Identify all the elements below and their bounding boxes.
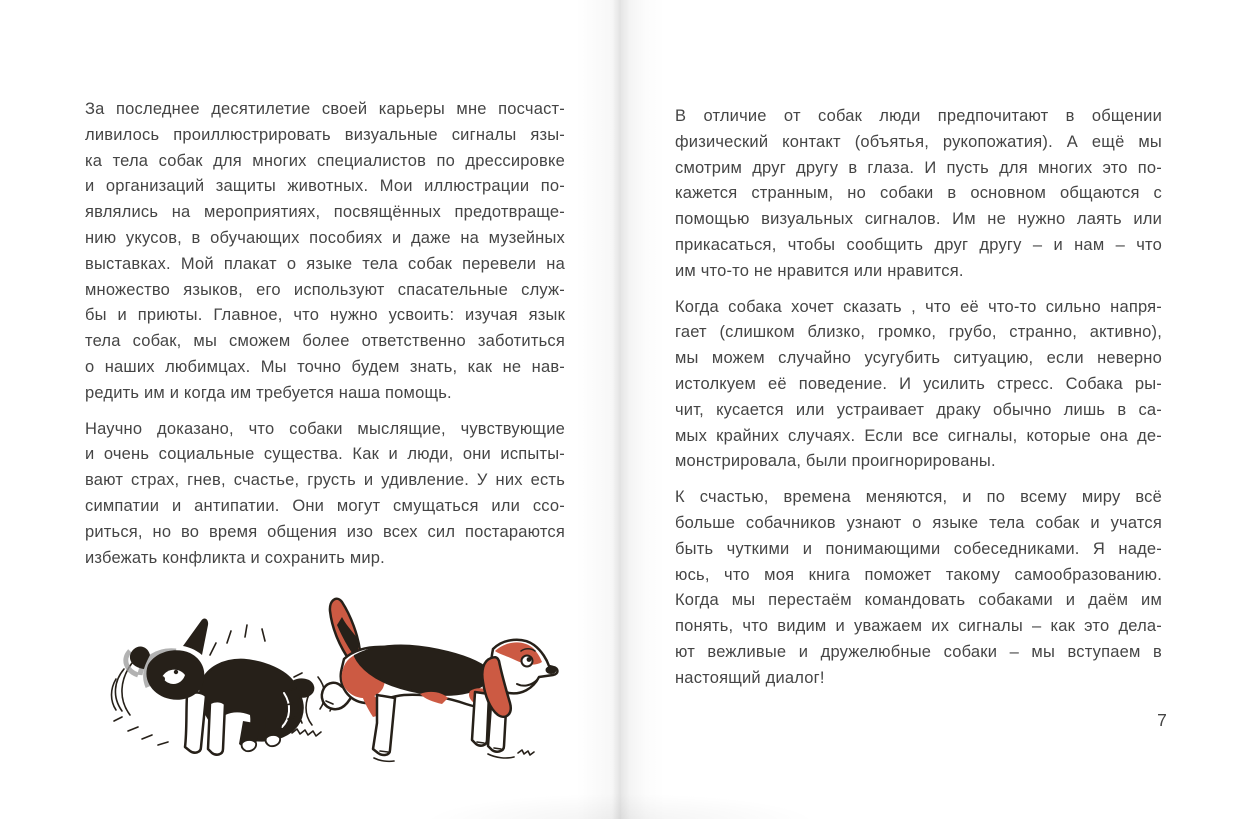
- text-line: множество языков, его используют спасательные служ-: [85, 280, 565, 299]
- left-page-text: [85, 97, 565, 581]
- text-line: юсь, что моя книга поможет такому самообразованию.: [675, 565, 1162, 584]
- text-line: настоящий диалог!: [675, 668, 825, 687]
- text-line: помощью визуальных сигналов. Им не нужно лаять или: [675, 210, 1162, 229]
- text-line: нию укусов, в обучающих пособиях и даже на музейных: [85, 228, 565, 247]
- text-line: больше собачников узнают о языке тела собак и учатся: [675, 513, 1162, 532]
- text-line: ют вежливые и дружелюбные собаки – мы вступаем в: [675, 642, 1162, 661]
- text-line: и организаций защиты животных. Мои иллюстрации по-: [85, 177, 565, 196]
- right-page: [622, 0, 1243, 819]
- paragraph: [85, 97, 565, 407]
- text-line: К счастью, времена меняются, и по всему миру всё: [675, 488, 1162, 507]
- text-line: симпатии и антипатии. Они могут смущаться или ссо-: [85, 496, 565, 515]
- page-number: 7: [1157, 710, 1167, 730]
- text-line: прикасаться, чтобы сообщить друг другу – и нам – что: [675, 235, 1162, 254]
- text-line: физический контакт (объятья, рукопожатия). А ещё мы: [675, 132, 1162, 151]
- text-line: бы и приюты. Главное, что нужно усвоить: изучая язык: [85, 306, 565, 325]
- text-line: чит, кусается или устраивает драку обычно лишь в са-: [675, 400, 1162, 419]
- text-line: понять, что видим и уважаем их сигналы – как это дела-: [675, 617, 1162, 636]
- text-line: гает (слишком близко, громко, грубо, странно, активно),: [675, 323, 1162, 342]
- paragraph: [85, 417, 565, 572]
- text-line: редить им и когда им требуется наша помощь.: [85, 383, 452, 402]
- text-line: являлись на мероприятиях, посвящённых предотвраще-: [85, 203, 565, 222]
- text-line: кажется странным, но собаки в основном общаются с: [675, 184, 1162, 203]
- text-line: избежать конфликта и сохранить мир.: [85, 548, 385, 567]
- text-line: Когда мы перестаём командовать собаками и даём им: [675, 591, 1162, 610]
- paragraph: [675, 485, 1162, 691]
- dogs-illustration: [90, 583, 560, 788]
- text-line: истолкуем её поведение. И усилить стресс. Собака ры-: [675, 374, 1162, 393]
- text-line: риться, но во время общения изо всех сил постараются: [85, 522, 565, 541]
- text-line: о наших любимцах. Мы точно будем знать, как не нав-: [85, 357, 565, 376]
- paragraph: [675, 295, 1162, 476]
- text-line: и очень социальные существа. Как и люди, они испыты-: [85, 445, 565, 464]
- text-line: мы можем случайно усугубить ситуацию, если неверно: [675, 349, 1162, 368]
- text-line: Когда собака хочет сказать , что её что-то сильно напря-: [675, 297, 1162, 316]
- right-page-text: [675, 104, 1162, 702]
- text-line: тела собак, мы сможем более ответственно заботиться: [85, 332, 565, 351]
- text-line: ка тела собак для многих специалистов по дрессировке: [85, 151, 565, 170]
- text-line: мых крайних случаях. Если все сигналы, которые она де-: [675, 426, 1162, 445]
- text-line: За последнее десятилетие своей карьеры мне посчаст-: [85, 100, 565, 118]
- text-line: быть чуткими и понимающими собеседниками. Я наде-: [675, 539, 1162, 558]
- left-page: [0, 0, 621, 819]
- text-line: Научно доказано, что собаки мыслящие, чувствующие: [85, 419, 565, 438]
- text-line: В отличие от собак люди предпочитают в общении: [675, 107, 1162, 125]
- text-line: монстрировала, были проигнорированы.: [675, 452, 996, 471]
- text-line: вают страх, гнев, счастье, грусть и удивление. У них есть: [85, 471, 565, 490]
- paragraph: [675, 104, 1162, 285]
- text-line: смотрим друг другу в глаза. И пусть для многих это по-: [675, 158, 1162, 177]
- text-line: ливилось проиллюстрировать визуальные сигналы язы-: [85, 125, 565, 144]
- text-line: выставках. Мой плакат о языке тела собак перевели на: [85, 254, 565, 273]
- text-line: им что-то не нравится или нравится.: [675, 261, 964, 280]
- sniffing-beagle-illustration: [286, 599, 558, 762]
